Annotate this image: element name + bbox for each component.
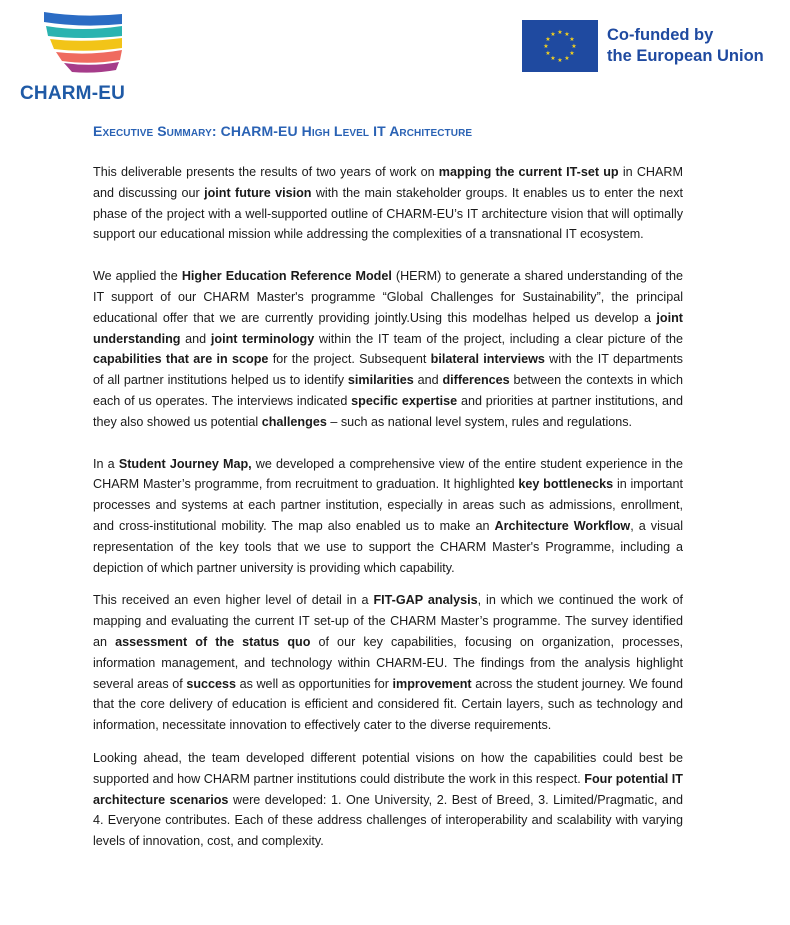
bold-term: similarities bbox=[347, 373, 414, 388]
text-run: This received an even higher level of detail in a bbox=[93, 593, 374, 608]
bold-term: improvement bbox=[392, 676, 472, 691]
text-run: in important processes and systems at each partner institution, especially in areas such as admissions, enrollment, and cross-institutional mobility. The map also enabled us to make an bbox=[93, 477, 684, 533]
bold-term: challenges bbox=[261, 414, 327, 429]
svg-text:★: ★ bbox=[545, 36, 551, 43]
text-run: with the IT departments of all partner institutions helped us to identify bbox=[93, 352, 683, 388]
bold-term: assessment of the status quo bbox=[115, 634, 311, 649]
charm-eu-emblem-icon bbox=[42, 10, 126, 78]
eu-flag-icon bbox=[522, 20, 598, 72]
paragraph-mapping-it-setup bbox=[93, 162, 683, 245]
bold-term: key bottlenecks bbox=[518, 477, 614, 492]
document-body bbox=[93, 162, 683, 852]
text-run: We applied the bbox=[93, 269, 182, 284]
text-run: we developed a comprehensive view of the entire student experience in the CHARM Master’s programme, from recruitment to graduation. It highlighted bbox=[93, 456, 683, 492]
text-run: across the student journey. We found that the core delivery of education is efficient and considered fit. Certain layers, such as technology and information, necessitate innovation to effectively cater to the diverse requirements. bbox=[93, 676, 683, 733]
eu-text-line-1: Co-funded by bbox=[607, 26, 714, 44]
bold-term: joint understanding bbox=[93, 310, 683, 346]
text-run: for the project. Subsequent bbox=[268, 352, 431, 367]
bold-term: joint future vision bbox=[204, 185, 312, 200]
paragraph-architecture-scenarios bbox=[93, 748, 683, 852]
bold-term: Architecture Workflow bbox=[494, 518, 631, 533]
paragraph-herm bbox=[93, 266, 683, 432]
svg-text:★: ★ bbox=[569, 36, 575, 43]
bold-term: Higher Education Reference Model bbox=[181, 269, 392, 284]
bold-term: success bbox=[186, 676, 237, 691]
svg-text:★: ★ bbox=[550, 55, 556, 62]
text-run: This deliverable presents the results of two years of work on bbox=[93, 165, 439, 179]
eu-text-line-2: the European Union bbox=[607, 47, 764, 65]
text-run: as well as opportunities for bbox=[236, 676, 393, 691]
svg-text:★: ★ bbox=[564, 31, 570, 38]
text-run: in CHARM and discussing our bbox=[93, 165, 683, 200]
text-run: Looking ahead, the team developed different potential visions on how the capabilities could best be supported and how CHARM partner institutions could distribute the work in this respect. bbox=[93, 750, 683, 786]
svg-text:★: ★ bbox=[569, 50, 575, 57]
text-run: and bbox=[413, 373, 443, 388]
text-run: within the IT team of the project, including a clear picture of the bbox=[314, 331, 683, 346]
text-run: In a bbox=[93, 456, 119, 471]
text-run: between the contexts in which each of us operates. The interviews indicated bbox=[93, 373, 683, 408]
text-run: of our key capabilities, focusing on organization, processes, information management, and technology within CHARM-EU. The findings from the analysis highlight several areas of bbox=[93, 634, 683, 691]
bold-term: specific expertise bbox=[351, 393, 458, 408]
text-run: (HERM) to generate a shared understanding of the IT support of our CHARM Master's programme “Global Challenges for Sustainability”, the principal educational offer that we are currently providing jointly.Using this modelhas helped us develop a bbox=[93, 269, 683, 325]
bold-term: mapping the current IT-set up bbox=[438, 165, 619, 179]
bold-term: differences bbox=[442, 373, 510, 388]
svg-text:★: ★ bbox=[550, 31, 556, 38]
bold-term: Four potential IT architecture scenarios bbox=[93, 771, 683, 807]
bold-term: joint terminology bbox=[210, 331, 315, 346]
svg-text:★: ★ bbox=[564, 55, 570, 62]
text-run: and bbox=[180, 331, 211, 346]
svg-text:★: ★ bbox=[571, 43, 577, 50]
text-run: were developed: 1. One University, 2. Best of Breed, 3. Limited/Pragmatic, and 4. Everyone contributes. Each of these address challenges of interoperability and scalability with varying levels of innovation, cost, and complexity. bbox=[93, 792, 683, 849]
paragraph-student-journey-map bbox=[93, 454, 683, 579]
text-run: , a visual representation of the key tools that we use to support the CHARM Master's Programme, including a depiction of which partner university is providing which capability. bbox=[93, 518, 684, 575]
svg-text:★: ★ bbox=[545, 50, 551, 57]
text-run: and priorities at partner institutions, and they also showed us potential bbox=[93, 393, 683, 429]
bold-term: FIT-GAP analysis bbox=[373, 593, 478, 608]
text-run: with the main stakeholder groups. It enables us to enter the next phase of the project with a well-supported outline of CHARM-EU’s IT architecture vision that will optimally support our educational mission while addressing the complexities of a transnational IT ecosystem. bbox=[93, 185, 684, 242]
svg-text:★: ★ bbox=[543, 43, 549, 50]
svg-text:★: ★ bbox=[557, 29, 563, 36]
charm-eu-logo-text: CHARM-EU bbox=[20, 83, 126, 104]
text-run: , in which we continued the work of mapping and evaluating the current IT set-up of the CHARM Master’s programme. The survey identified an bbox=[93, 593, 684, 649]
paragraph-fit-gap-analysis bbox=[93, 590, 683, 736]
page-title: Executive Summary: CHARM-EU High Level IT Architecture bbox=[93, 123, 473, 139]
bold-term: capabilities that are in scope bbox=[93, 352, 269, 367]
bold-term: Student Journey Map, bbox=[118, 456, 252, 471]
text-run: – such as national level system, rules and regulations. bbox=[326, 414, 633, 429]
bold-term: bilateral interviews bbox=[430, 352, 545, 367]
charm-eu-logo bbox=[20, 10, 132, 102]
svg-text:★: ★ bbox=[557, 57, 563, 64]
eu-cofunded-logo bbox=[522, 20, 764, 72]
